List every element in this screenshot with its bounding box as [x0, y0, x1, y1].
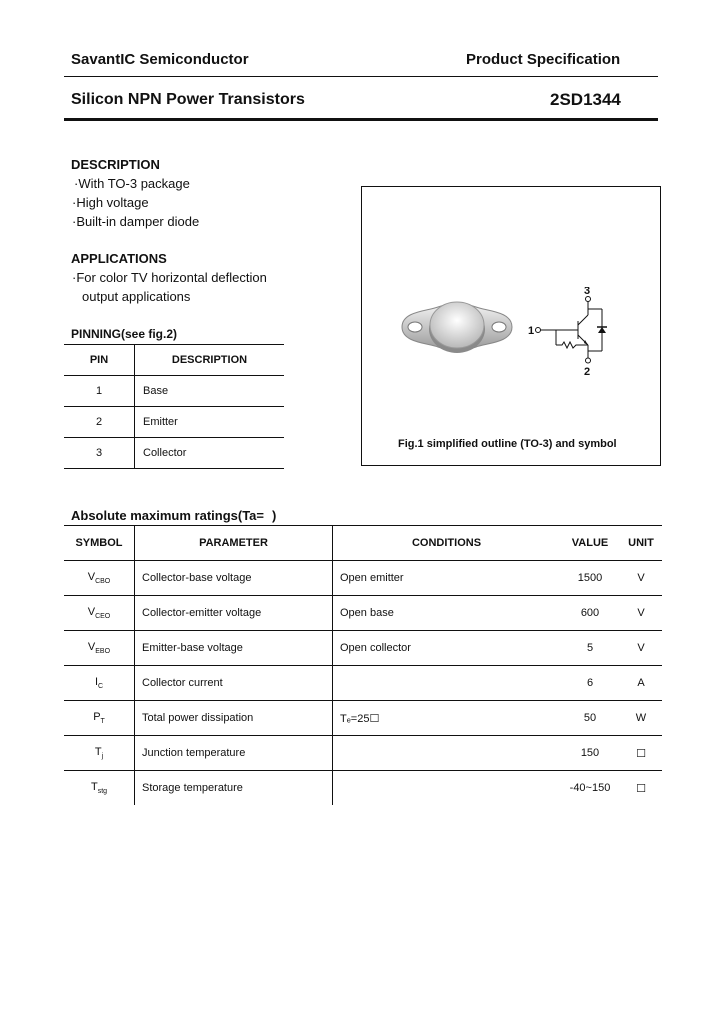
- symbol-letter: V: [87, 605, 96, 618]
- rating-value: 600: [560, 596, 620, 631]
- pin-label-emitter: 2: [584, 366, 591, 377]
- rating-parameter: Collector-emitter voltage: [135, 596, 333, 631]
- rating-conditions: Open emitter: [333, 561, 561, 596]
- symbol-subscript: j: [101, 753, 104, 761]
- symbol-subscript: stg: [97, 788, 108, 796]
- ratings-table: [64, 525, 662, 805]
- rating-conditions: [333, 666, 561, 701]
- conditions-col-header: CONDITIONS: [333, 526, 561, 561]
- symbol-subscript: T: [100, 718, 105, 726]
- rating-unit: V: [620, 561, 662, 596]
- rating-parameter: Junction temperature: [135, 736, 333, 771]
- rating-value: -40~150: [569, 782, 611, 794]
- table-row: [64, 376, 284, 407]
- pin-description: Collector: [135, 438, 285, 469]
- company-name: SavantIC Semiconductor: [71, 51, 249, 68]
- figure-box: [361, 186, 661, 466]
- symbol-letter: V: [87, 640, 96, 653]
- table-row: [64, 407, 284, 438]
- rating-unit: W: [620, 701, 662, 736]
- pin-number: 3: [64, 438, 135, 469]
- rating-value: 50: [560, 701, 620, 736]
- symbol-subscript: CBO: [95, 578, 111, 586]
- pinning-table: [64, 344, 284, 469]
- symbol-letter: P: [93, 710, 101, 723]
- unit-col-header: UNIT: [620, 526, 662, 561]
- doc-type: Product Specification: [466, 51, 621, 68]
- rating-symbol: [64, 561, 135, 596]
- table-row: [64, 771, 662, 806]
- ratings-heading-text: Absolute maximum ratings(Ta=: [71, 508, 264, 523]
- rating-parameter: Storage temperature: [135, 771, 333, 806]
- symbol-letter: T: [90, 780, 98, 793]
- rating-conditions: [333, 771, 561, 806]
- applications-heading: APPLICATIONS: [71, 251, 167, 266]
- table-row: [64, 736, 662, 771]
- symbol-subscript: C: [98, 683, 104, 691]
- part-number: 2SD1344: [550, 90, 621, 109]
- symbol-subscript: CEO: [95, 613, 111, 621]
- rating-symbol: [64, 596, 135, 631]
- pin-desc-col-header: DESCRIPTION: [135, 345, 285, 376]
- rating-unit: ☐: [620, 736, 662, 771]
- table-row: [64, 596, 662, 631]
- table-row: [64, 438, 284, 469]
- rating-symbol: [64, 631, 135, 666]
- pin-label-base: 1: [528, 325, 535, 337]
- rating-symbol: [64, 736, 135, 771]
- pin-description: Emitter: [135, 407, 285, 438]
- rating-value: 5: [560, 631, 620, 666]
- pin-col-header: PIN: [64, 345, 135, 376]
- pin-description: Base: [135, 376, 285, 407]
- rating-conditions: [333, 736, 561, 771]
- table-row: [64, 631, 662, 666]
- rating-parameter: Collector current: [135, 666, 333, 701]
- symbol-letter: T: [94, 745, 102, 758]
- table-row: [64, 701, 662, 736]
- rating-parameter: Collector-base voltage: [135, 561, 333, 596]
- pin-label-collector: 3: [584, 287, 591, 297]
- rating-value: 1500: [560, 561, 620, 596]
- rating-parameter: Emitter-base voltage: [135, 631, 333, 666]
- rating-unit: V: [620, 631, 662, 666]
- ratings-heading: [71, 508, 276, 523]
- npn-transistor-symbol-icon: [522, 287, 622, 377]
- rating-conditions: Open base: [333, 596, 561, 631]
- description-heading: DESCRIPTION: [71, 157, 160, 172]
- table-row: [64, 666, 662, 701]
- applications-item: output applications: [82, 289, 191, 304]
- title-rule: [64, 118, 658, 121]
- ratings-heading-tail: ): [272, 508, 277, 523]
- product-line: Silicon NPN Power Transistors: [71, 91, 305, 108]
- parameter-col-header: PARAMETER: [135, 526, 333, 561]
- figure-caption: Fig.1 simplified outline (TO-3) and symbol: [398, 438, 617, 450]
- to3-package-icon: [398, 295, 516, 359]
- value-col-header: VALUE: [560, 526, 620, 561]
- rating-symbol: [64, 666, 135, 701]
- symbol-letter: I: [94, 675, 98, 688]
- header-rule: [64, 76, 658, 77]
- pin-number: 2: [64, 407, 135, 438]
- rating-parameter: Total power dissipation: [135, 701, 333, 736]
- rating-conditions: Open collector: [333, 631, 561, 666]
- description-item: ·Built-in damper diode: [72, 214, 200, 229]
- rating-value: 6: [560, 666, 620, 701]
- symbol-letter: V: [87, 570, 96, 583]
- symbol-col-header: SYMBOL: [64, 526, 135, 561]
- pin-number: 1: [64, 376, 135, 407]
- symbol-subscript: EBO: [95, 648, 111, 656]
- rating-unit: ☐: [636, 782, 646, 795]
- rating-conditions: Tₑ=25☐: [333, 701, 561, 736]
- table-row: [64, 561, 662, 596]
- rating-value: 150: [560, 736, 620, 771]
- rating-symbol: [64, 771, 135, 806]
- applications-item: ·For color TV horizontal deflection: [72, 270, 267, 285]
- description-item: ·With TO-3 package: [74, 176, 190, 191]
- rating-symbol: [64, 701, 135, 736]
- description-item: ·High voltage: [72, 195, 149, 210]
- rating-unit: A: [620, 666, 662, 701]
- pinning-heading: PINNING(see fig.2): [71, 327, 178, 341]
- rating-unit: V: [620, 596, 662, 631]
